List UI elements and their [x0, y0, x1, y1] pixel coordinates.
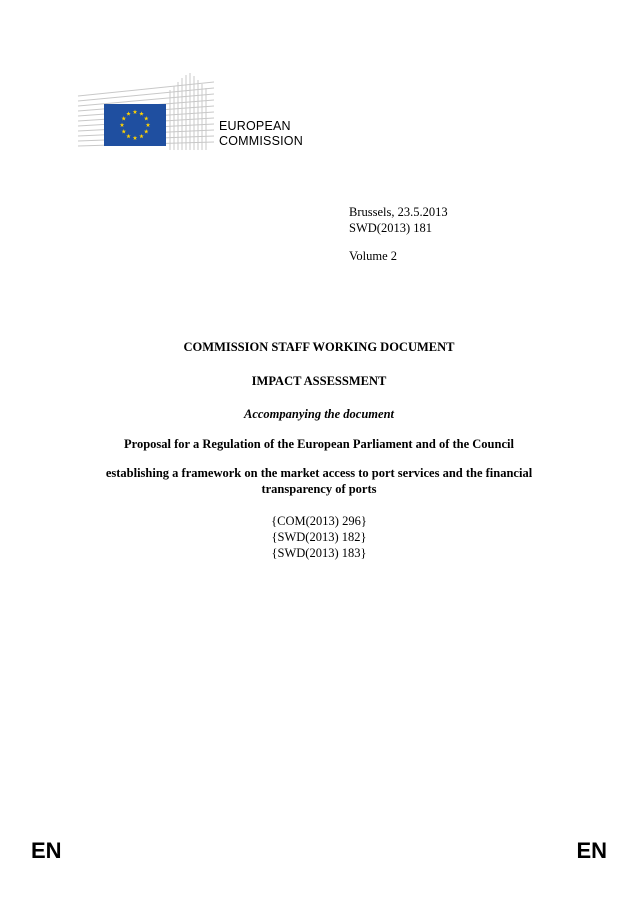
place-date: Brussels, 23.5.2013	[349, 205, 448, 219]
subject-title-line-1: establishing a framework on the market access to port services and the financial	[105, 466, 533, 480]
volume-label: Volume 2	[349, 249, 398, 263]
org-name-line-2: COMMISSION	[219, 134, 303, 148]
related-document: {COM(2013) 296}	[271, 514, 367, 528]
subject-title-line-2: transparency of ports	[261, 482, 377, 496]
footer-language-left: EN	[31, 838, 62, 863]
impact-assessment-heading: IMPACT ASSESSMENT	[251, 374, 387, 388]
document-type-heading: COMMISSION STAFF WORKING DOCUMENT	[183, 340, 455, 354]
european-commission-logo	[74, 72, 214, 150]
subject-title	[0, 465, 638, 497]
related-document: {SWD(2013) 182}	[271, 530, 367, 544]
org-name-line-1: EUROPEAN	[219, 119, 291, 133]
related-documents	[0, 513, 638, 561]
accompanying-line: Accompanying the document	[244, 407, 394, 421]
organization-name	[219, 119, 303, 149]
eu-flag-icon	[104, 104, 166, 146]
related-document: {SWD(2013) 183}	[271, 546, 367, 560]
document-code: SWD(2013) 181	[349, 221, 432, 235]
proposal-title: Proposal for a Regulation of the European Parliament and of the Council	[124, 437, 514, 451]
footer-language-right: EN	[576, 838, 607, 863]
reference-block	[349, 204, 448, 264]
